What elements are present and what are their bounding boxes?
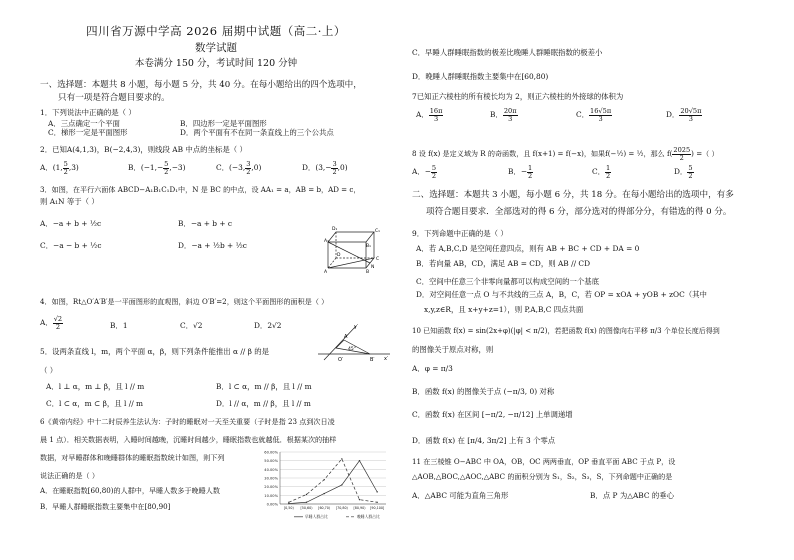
q10-option-d: D．函数 f(x) 在 [π/4, 3π/2] 上有 3 个零点 [412,436,556,445]
fig-label-C1: C₁ [375,229,380,234]
q2-option-d: D．(3,− $\frac{3}{2}$ ,0) [302,160,348,176]
chart-y-tick-label: 40.00% [264,467,278,472]
q6-text-3: 数据，对早睡群体和晚睡群体的睡眠指数统计如图，则下列 [40,453,225,462]
chart-y-tick-label: 0.00% [266,502,278,507]
fig-label-D1: D₁ [332,227,338,232]
fig-label-x: x′ [384,356,389,362]
chart-series-line-2 [289,459,377,502]
exam-title: 四川省万源中学高 2026 届期中试题（高二·上） [86,24,346,38]
left-column [40,0,392,560]
chart-point [323,479,324,480]
q11-option-a: A．△ABC 可能为直角三角形 [412,491,509,500]
q10-option-c: C．函数 f(x) 在区间 [−π/2, −π/12] 上单调递增 [412,410,573,419]
q3-parallelepiped-figure [322,222,384,274]
chart-legend-label-2: 晚睡人群占比 [357,514,380,519]
q5-paren: （ ） [40,366,58,375]
q10-option-a: A．φ = π/3 [412,364,453,373]
exam-subject: 数学试题 [195,42,237,54]
q10-stem: 10 已知函数 f(x) = sin(2x+φ)(|φ| < π/2)，若把函数 f(x) 的图像向右平移 π/3 个单位长度后得到 [412,327,720,335]
chart-point [359,460,360,461]
q2-option-a: A．(1, $\frac{5}{2}$ ,3) [40,160,79,176]
chart-y-tick-label: 60.00% [264,450,278,455]
chart-point [359,499,360,500]
q10-option-b: B．函数 f(x) 的图像关于点 (−π/3, 0) 对称 [412,387,555,396]
sleep-index-chart [254,448,390,524]
q2-stem: 2．已知A(4,1,3)，B(−2,4,3)，则线段 AB 中点的坐标是（ ） [40,145,247,154]
q3-option-a: A．−a + b + ½c [40,219,102,228]
q5-stem: 5．设两条直线 l，m，两个平面 α，β，则下列条件能推出 α // β 的是 [40,347,270,356]
chart-y-tick-label: 20.00% [264,485,278,490]
q4-option-c: C．√2 [180,321,203,330]
q7-option-d: D． $\frac{20√5\pi}{3}$ [666,107,702,123]
q3-stem: 3．如图，在平行六面体 ABCD−A₁B₁C₁D₁中，N 是 BC 的中点，设 AA₁ = a，AB = b，AD = c， [40,185,361,194]
q9-stem: 9．下列命题中正确的是（ ） [412,229,508,238]
q6-text-2: 晨 1 点）．相关数据表明，入睡时间越晚，沉睡时间越少，睡眠指数也就越低．根据某次的抽样 [40,435,337,444]
q8-option-a: A．− $\frac{5}{2}$ [412,164,437,180]
q5-option-b: B．l ⊂ α，m // β，且 l // m [216,382,312,391]
q1-option-b: B．四边形一定是平面图形 [180,119,267,128]
chart-point [341,484,342,485]
q3-option-d: D．−a + ½b + ½c [178,241,247,250]
q7-option-c: C． $\frac{16√5\pi}{3}$ [576,107,612,123]
q11-option-b: B．点 P 为△ABC 的垂心 [590,491,675,500]
chart-y-tick-label: 30.00% [264,476,278,481]
q6-option-a: A．在睡眠指数[60,80)的人群中，早睡人数多于晚睡人数 [40,486,220,495]
q4-option-d: D．2√2 [254,321,282,330]
q1-option-a: A．三点确定一个平面 [48,119,120,128]
q9-option-c: C．空间中任意三个非零向量都可以构成空间的一个基底 [416,277,600,286]
fig-label-B-prime: B′ [370,357,375,362]
q7-option-b: B． $\frac{20\pi}{3}$ [490,107,517,123]
fig-label-B: B [366,270,370,274]
q9-option-d-cont: x,y,z∈R，且 x+y+z=1），则 P,A,B,C 四点共面 [424,305,584,314]
q10-stem-2: 的图像关于原点对称，则 [412,345,494,354]
q11-text-2: △AOB,△BOC,△AOC,△ABC 的面积分别为 S₁，S₂，S₃，S，下列命题中正确的是 [412,472,673,481]
fig-label-O-prime: O′ [338,357,344,362]
q8-option-b: B．− $\frac{1}{2}$ [508,164,533,180]
chart-point [288,502,289,503]
q9-option-a: A．若 A,B,C,D 是空间任意四点，则有 AB + BC + CD + DA = 0 [416,244,640,253]
fig-label-y: y′ [354,324,359,330]
fig-label-D: D [337,253,341,258]
right-column [412,0,772,560]
section-1-intro: 一、选择题：本题共 8 小题，每小题 5 分，共 40 分。在每小题给出的四个选项中， [40,80,362,90]
chart-x-tick-label: [90,100] [370,506,385,510]
q2-option-b: B．(−1,− $\frac{5}{2}$ ,−3) [128,160,186,176]
fig-label-A-prime: A′ [344,334,349,340]
q3-stem-2: 则 A₁N 等于（ ） [40,197,99,206]
section-2-intro: 二、选择题：本题共 3 小题，每小题 6 分，共 18 分。在每小题给出的选项中，有多 [412,190,734,200]
chart-point [306,494,307,495]
q1-option-c: C．梯形一定是平面图形 [48,128,128,137]
q4-stem: 4．如图，Rt△O′A′B′是一平面图形的直观图，斜边 O′B′=2，则这个平面图形的面积是（ ） [40,297,329,306]
chart-x-tick-label: [70,80) [335,506,348,510]
chart-point [306,502,307,503]
chart-point [376,502,377,503]
q11-text-1: 11 在三棱锥 O−ABC 中 OA，OB，OC 两两垂直，OP 垂直平面 ABC 于点 P，设 [412,457,676,466]
q1-option-d: D．两个平面有不在同一条直线上的三个公共点 [180,128,334,137]
q6-option-d: D．晚睡人群睡眠指数主要集中在[60,80) [412,72,549,81]
section-1-intro-2: 只有一项是符合题目要求的。 [58,93,170,103]
chart-legend-label-1: 早睡人群占比 [305,514,328,519]
chart-x-tick-label: [60,70) [318,506,331,510]
q8-option-c: C． $\frac{1}{2}$ [592,164,611,180]
q8-option-d: D． $\frac{5}{2}$ [674,164,693,180]
q5-option-c: C．l ⊂ α，m ⊂ β，且 l // m [46,399,144,408]
fig-label-B1: B₁ [366,244,371,249]
q6-option-b: B．早睡人群睡眠指数主要集中在[80,90] [40,502,171,511]
q4-option-b: B．1 [110,321,128,330]
fig-label-angle: 45° [348,347,356,352]
chart-point [323,493,324,494]
exam-info: 本卷满分 150 分，考试时间 120 分钟 [134,58,298,69]
chart-x-tick-label: [80,90) [353,506,366,510]
q3-option-c: C．−a − b + ½c [40,241,102,250]
chart-y-tick-label: 10.00% [264,493,278,498]
q4-option-a: A． $\frac{√2}{2}$ [40,315,63,331]
fig-label-A: A [324,270,328,274]
q6-text-1: 6《黄帝内经》中十二时辰养生法认为：子时的睡眠对一天至关重要（子时是指 23 点到次日凌 [40,417,335,426]
fig-label-A1: A₁ [324,239,329,244]
q5-option-a: A．l ⊥ α，m ⊥ β，且 l // m [46,382,145,391]
q7-option-a: A． $\frac{16\pi}{3}$ [416,107,443,123]
chart-x-tick-label: [0,50) [283,506,294,510]
chart-point [341,458,342,459]
chart-x-tick-label: [50,60) [300,506,313,510]
q8-stem: 8 设 f(x) 是定义域为 R 的奇函数，且 f(x+1) = f(−x)，如果f(−½) = ½，那么 f( $\frac{2025}{2}$ ) =（ ） [412,146,719,162]
q1-stem: 1．下列说法中正确的是（ ） [40,108,136,117]
chart-y-tick-label: 50.00% [264,459,278,464]
q9-option-b: B．若向量 AB，CD，满足 AB = CD，则 AB // CD [416,259,591,268]
fig-label-C: C [376,257,380,262]
q7-stem: 7已知正六棱柱的所有棱长均为 2，则正六棱柱的外接球的体积为 [412,92,624,101]
q2-option-c: C．(−3, $\frac{3}{2}$ ,0) [216,160,262,176]
q6-option-c: C．早睡人群睡眠指数的极差比晚睡人群睡眠指数的极差小 [412,48,603,57]
chart-point [288,503,289,504]
chart-point [376,491,377,492]
fig-label-N: N [371,265,375,270]
chart-series-line-1 [289,461,377,504]
q5-option-d: D．l // α，m // β，且 l // m [216,399,311,408]
section-2-intro-2: 项符合题目要求．全部选对的得 6 分，部分选对的得部分分，有错选的得 0 分。 [426,207,732,217]
q3-option-b: B．−a + b + c [178,219,233,228]
q6-text-4: 说法正确的是（ ） [40,471,100,480]
q9-option-d: D．对空间任意一点 O 与不共线的三点 A，B，C，若 OP = xOA + yOB + zOC（其中 [416,290,707,299]
